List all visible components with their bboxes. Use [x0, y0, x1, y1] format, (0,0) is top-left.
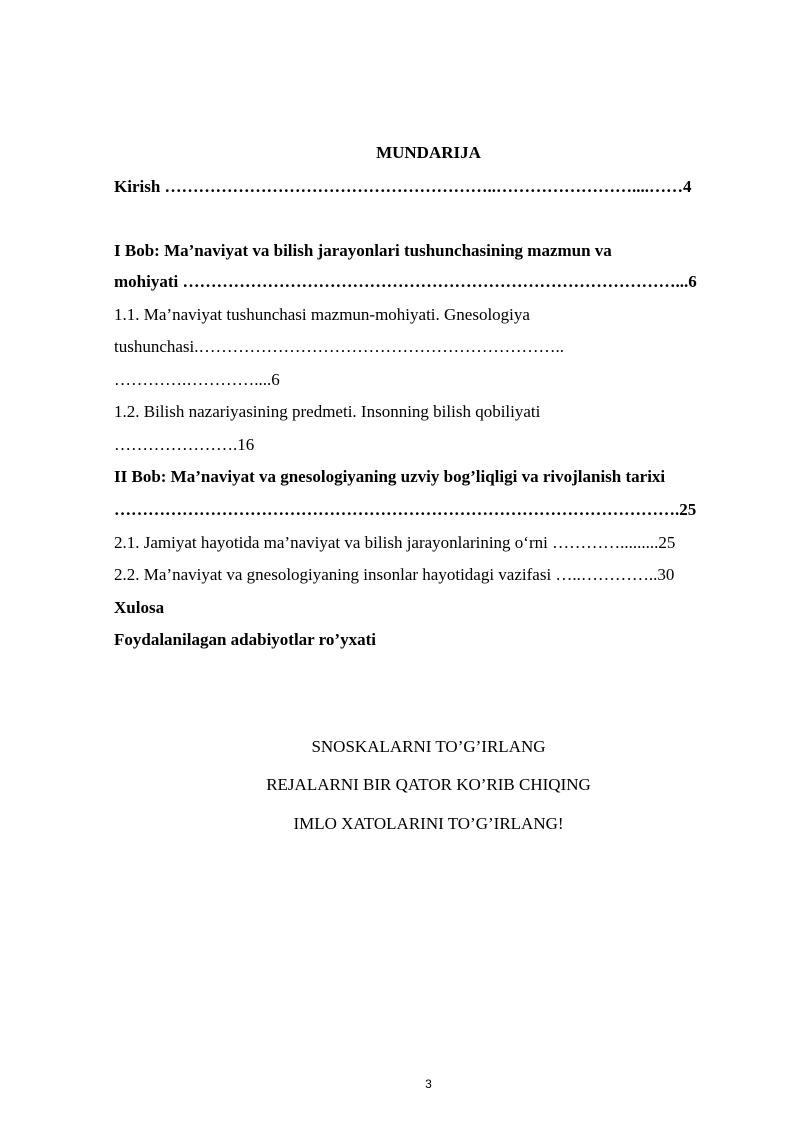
review-note-3: IMLO XATOLARINI TO’G’IRLANG!: [293, 814, 564, 833]
page-number: 3: [425, 1077, 432, 1091]
toc-entry-1-1-line2: tushunchasi.………………………………………………………..: [114, 337, 565, 356]
toc-entry-adabiyotlar: Foydalanilagan adabiyotlar ro’yxati: [114, 630, 376, 649]
page-title: MUNDARIJA: [376, 143, 481, 162]
review-note-1: SNOSKALARNI TO’G’IRLANG: [311, 737, 546, 756]
toc-entry-bob1-line2: mohiyati ……………………………………………………………………………...6: [114, 272, 697, 291]
toc-entry-bob2-line1: II Bob: Ma’naviyat va gnesologiyaning uzviy bog’liqligi va rivojlanish tarixi: [114, 467, 666, 486]
toc-entry-bob2-line2: ……………………………………………………………………………………….25: [114, 500, 697, 519]
toc-entry-1-2-line2: ………………….16: [114, 435, 255, 454]
toc-entry-2-2: 2.2. Ma’naviyat va gnesologiyaning insonlar hayotidagi vazifasi …..…………..30: [114, 565, 675, 584]
review-note-2: REJALARNI BIR QATOR KO’RIB CHIQING: [266, 775, 591, 794]
toc-entry-1-1-line1: 1.1. Ma’naviyat tushunchasi mazmun-mohiyati. Gnesologiya: [114, 305, 530, 324]
toc-entry-xulosa: Xulosa: [114, 598, 165, 617]
toc-entry-2-1: 2.1. Jamiyat hayotida ma’naviyat va bilish jarayonlarining o‘rni ………….........25: [114, 533, 676, 552]
toc-entry-kirish: Kirish …………………………………………………..……………………....……4: [114, 177, 692, 196]
toc-entry-1-1-line3: ………….…………....6: [114, 370, 280, 389]
toc-entry-bob1-line1: I Bob: Ma’naviyat va bilish jarayonlari tushunchasining mazmun va: [114, 241, 612, 260]
toc-entry-1-2-line1: 1.2. Bilish nazariyasining predmeti. Insonning bilish qobiliyati: [114, 402, 541, 421]
